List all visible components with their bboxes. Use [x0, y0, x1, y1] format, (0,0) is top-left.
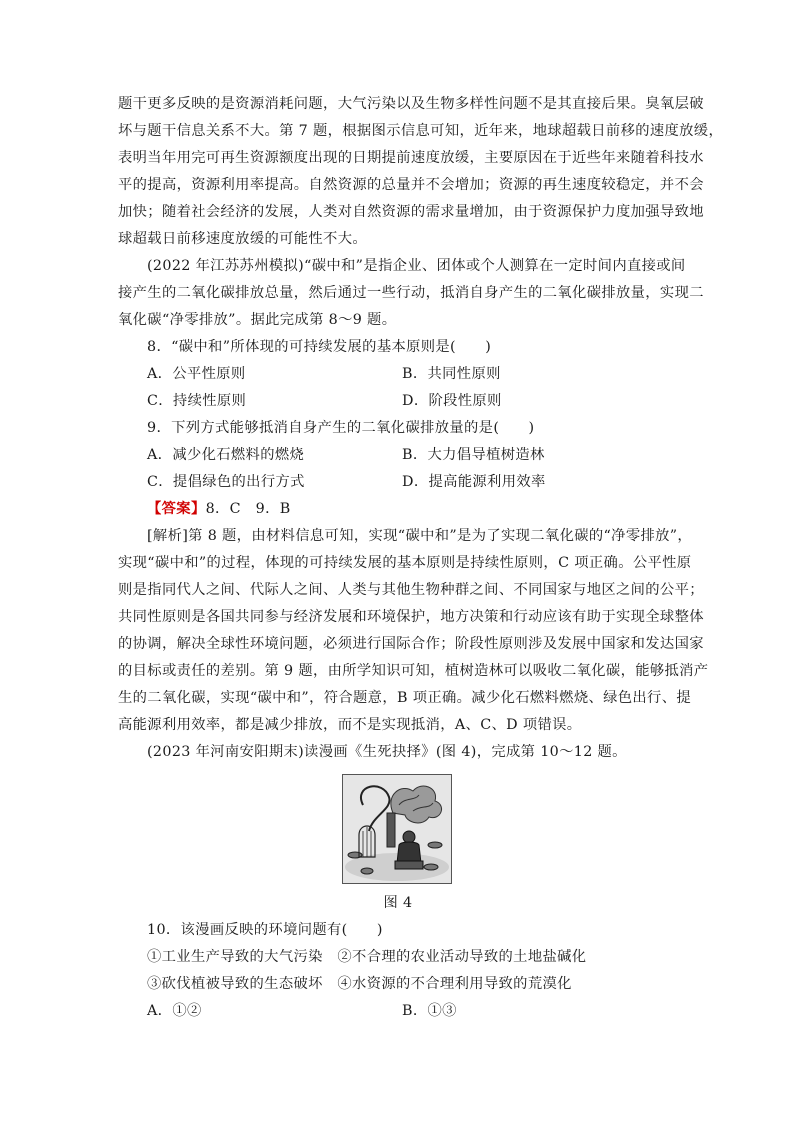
- option-row: [118, 469, 678, 496]
- analysis-paragraph: [118, 523, 709, 739]
- figure-caption: 图 4: [383, 895, 413, 911]
- question-9: [118, 415, 678, 496]
- material-passage: [118, 253, 704, 334]
- text-line: 接产生的二氧化碳排放总量，然后通过一些行动，抵消自身产生的二氧化碳排放量，实现二: [118, 285, 704, 301]
- text-line: 加快；随着社会经济的发展，人类对自然资源的需求量增加，由于资源保护力度加强导致地: [118, 204, 704, 220]
- option-row: [118, 442, 678, 469]
- document-page: [118, 91, 724, 1025]
- text-line: 共同性原则是各国共同参与经济发展和环境保护，地方决策和行动应该有助于实现全球整体: [118, 609, 704, 625]
- option-b: B．①③: [402, 1003, 457, 1019]
- material-passage-2: (2023 年河南安阳期末)读漫画《生死抉择》(图 4)，完成第 10～12 题。: [147, 744, 627, 760]
- cartoon-figure: [342, 774, 452, 884]
- option-c: C．提倡绿色的出行方式: [147, 474, 305, 490]
- text-line: 的协调，解决全球性环境问题，必须进行国际合作；阶段性原则涉及发展中国家和发达国家: [118, 636, 704, 652]
- intro-paragraph: [118, 91, 724, 253]
- answer-text: 8．C 9．B: [205, 501, 291, 517]
- text-line: 高能源利用效率，都是减少排放，而不是实现抵消，A、C、D 项错误。: [118, 717, 582, 733]
- option-a: A．①②: [147, 1003, 202, 1019]
- question-stem: 8．“碳中和”所体现的可持续发展的基本原则是( ): [147, 339, 492, 355]
- text-line: 坏与题干信息关系不大。第 7 题，根据图示信息可知，近年来，地球超载日前移的速度放缓，: [118, 123, 724, 139]
- option-c: C．持续性原则: [147, 393, 247, 409]
- statement-row: ①工业生产导致的大气污染 ②不合理的农业活动导致的土地盐碱化: [147, 949, 587, 965]
- option-row: [118, 361, 678, 388]
- text-line: 平的提高，资源利用率提高。自然资源的总量并不会增加；资源的再生速度较稳定，并不会: [118, 177, 704, 193]
- text-line: 氧化碳“净零排放”。据此完成第 8～9 题。: [118, 312, 397, 328]
- answer-line: [118, 496, 678, 523]
- option-b: B．大力倡导植树造林: [402, 447, 545, 463]
- text-line: 的目标或责任的差别。第 9 题，由所学知识可知，植树造林可以吸收二氧化碳，能够抵消产: [118, 663, 709, 679]
- text-line: 实现“碳中和”的过程，体现的可持续发展的基本原则是持续性原则，C 项正确。公平性原: [118, 555, 692, 571]
- question-10: [118, 917, 678, 1025]
- text-line: 球超载日前移速度放缓的可能性不大。: [118, 231, 367, 247]
- option-d: D．提高能源利用效率: [402, 474, 546, 490]
- question-stem: 9．下列方式能够抵消自身产生的二氧化碳排放量的是( ): [147, 420, 535, 436]
- text-line: [解析]第 8 题，由材料信息可知，实现“碳中和”是为了实现二氧化碳的“净零排放”，: [147, 528, 693, 544]
- text-line: 生的二氧化碳，实现“碳中和”，符合题意，B 项正确。减少化石燃料燃烧、绿色出行、提: [118, 690, 691, 706]
- cartoon-illustration: [343, 775, 451, 883]
- option-row: [118, 388, 678, 415]
- text-line: (2022 年江苏苏州模拟)“碳中和”是指企业、团体或个人测算在一定时间内直接或间: [147, 258, 686, 274]
- answer-tag: 【答案】: [147, 501, 206, 517]
- option-a: A．公平性原则: [147, 366, 246, 382]
- statement-row: ③砍伐植被导致的生态破坏 ④水资源的不合理利用导致的荒漠化: [147, 976, 572, 992]
- option-row: [118, 998, 678, 1025]
- option-b: B．共同性原则: [402, 366, 501, 382]
- question-8: [118, 334, 678, 415]
- question-stem: 10．该漫画反映的环境问题有( ): [147, 922, 383, 938]
- option-a: A．减少化石燃料的燃烧: [147, 447, 305, 463]
- text-line: 题干更多反映的是资源消耗问题，大气污染以及生物多样性问题不是其直接后果。臭氧层破: [118, 96, 704, 112]
- text-line: 则是指同代人之间、代际人之间、人类与其他生物种群之间、不同国家与地区之间的公平；: [118, 582, 704, 598]
- text-line: 表明当年用完可再生资源额度出现的日期提前速度放缓，主要原因在于近些年来随着科技水: [118, 150, 704, 166]
- option-d: D．阶段性原则: [402, 393, 502, 409]
